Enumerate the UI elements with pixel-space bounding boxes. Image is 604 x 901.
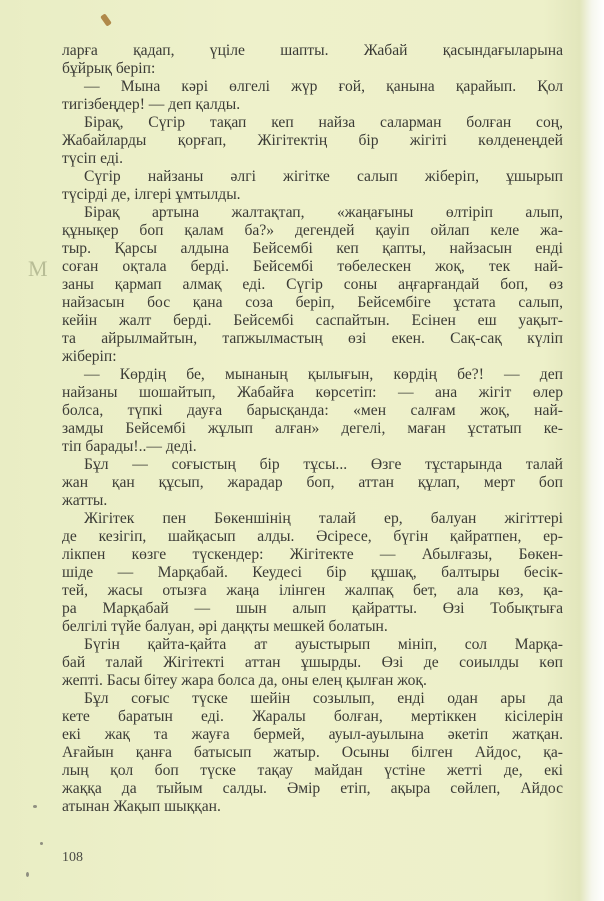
text-line: замды Бейсембі жұлып алған» дегелі, маған ұстатып ке- (62, 420, 563, 437)
text-line: кете баратын еді. Жаралы болған, мертіккен кісілерін (62, 708, 563, 725)
text-line: тигізбеңдер! — деп қалды. (62, 96, 241, 113)
ink-mark (100, 13, 112, 26)
ink-dot (26, 872, 29, 877)
ink-dot (40, 842, 43, 845)
ink-dot (33, 805, 37, 808)
text-line: та айрылмайтын, тапжылмастың өзі екен. Сақ-сақ күліп (62, 330, 563, 347)
text-line: Ағайын қанға батысып жатыр. Осыны білген Айдос, қа- (62, 744, 563, 761)
text-line: екі жақ та жауға бермей, ауыл-ауылына әкетіп жатқан. (62, 726, 563, 743)
text-line: түсірді де, ілгері ұмтылды. (62, 186, 241, 203)
text-line: Бұл соғыс түске шейін созылып, енді одан ары да (84, 690, 563, 707)
text-line: найзасын бос қана соза беріп, Бейсембіге ұстата салып, (62, 294, 563, 311)
text-line: Жігітек пен Бөкеншінің талай ер, балуан жігіттері (84, 510, 563, 527)
text-line: белгілі түйе балуан, әрі даңқты мешкей болатын. (62, 618, 388, 635)
text-line: Бұл — соғыстың бір тұсы... Өзге тұстарында талай (84, 456, 563, 473)
page-number: 108 (62, 850, 83, 865)
text-line: — Көрдің бе, мынаның қылығын, көрдің бе?! — деп (84, 366, 563, 383)
text-line: жепті. Басы бітеу жара болса да, оны елең қылған жоқ. (62, 672, 427, 689)
text-line: Сүгір найзаны әлгі жігітке салып жіберіп, ұшырып (84, 168, 563, 185)
text-line: кейін жалт берді. Бейсембі саспайтын. Есінен еш уақыт- (62, 312, 563, 329)
text-line: бұйрық беріп: (62, 60, 156, 77)
text-line: Бүгін қайта-қайта ат ауыстырып мініп, сол Марқа- (84, 636, 563, 653)
text-line: атынан Жақып шыққан. (62, 798, 221, 815)
text-line: бай талай Жігітекті аттан ұшырды. Өзі де соиылды көп (62, 654, 563, 671)
text-line: де кезігіп, шайқасып алды. Әсіресе, бүгін қайратпен, ер- (62, 528, 563, 545)
text-line: жаққа да тыйым салды. Әмір етіп, ақыра сөйлеп, Айдос (62, 780, 563, 797)
text-line: тыр. Қарсы алдына Бейсембі кеп қапты, найзасын енді (62, 240, 563, 257)
text-line: ларға қадап, үціле шапты. Жабай қасындағыларына (62, 42, 563, 59)
text-line: ра Марқабай — шын алып қайратты. Өзі Тобықтыға (62, 600, 563, 617)
text-line: найзаны шошайтып, Жабайға көрсетіп: — ана жігіт өлер (62, 384, 563, 401)
text-line: лікпен көзге түскендер: Жігітекте — Абылғазы, Бөкен- (62, 546, 563, 563)
text-line: Жабайларды қорғап, Жігітектің бір жігіті көлденеңдей (62, 132, 563, 149)
text-line: жан қан құсып, жарадар боп, аттан құлап, мерт боп (62, 474, 563, 491)
text-line: Бірақ артына жалтақтап, «жаңағыны өлтіріп алып, (84, 204, 563, 221)
text-line: жатты. (62, 492, 108, 509)
text-line: болса, түпкі дауға барысқанда: «мен салғам жоқ, най- (62, 402, 563, 419)
text-line: соған оқтала берді. Бейсембі төбелескен жоқ, тек най- (62, 258, 563, 275)
text-line: шіде — Марқабай. Кеудесі бір құшақ, балтыры бесік- (62, 564, 563, 581)
text-line: жіберіп: (62, 348, 117, 365)
margin-annotation: М (28, 256, 48, 281)
text-line: құнықер боп қалам ба?» дегендей қауіп ойлап келе жа- (62, 222, 563, 239)
text-line: заны қармап алмақ еді. Сүгір соны аңғарғандай боп, өз (62, 276, 563, 293)
text-line: лың қол боп түске тақау майдан үстіне жетті де, екі (62, 762, 563, 779)
text-line: түсіп еді. (62, 150, 123, 167)
page-body-text (62, 42, 563, 816)
text-line: тей, жасы отызға жаңа ілінген жалпақ бет, ала көз, қа- (62, 582, 563, 599)
text-line: — Мына кәрі өлгелі жүр ғой, қанына қарайып. Қол (84, 78, 563, 95)
text-line: Бірақ, Сүгір тақап кеп найза саларман болған соң, (84, 114, 563, 131)
text-line: тіп барады!..— деді. (62, 438, 197, 455)
